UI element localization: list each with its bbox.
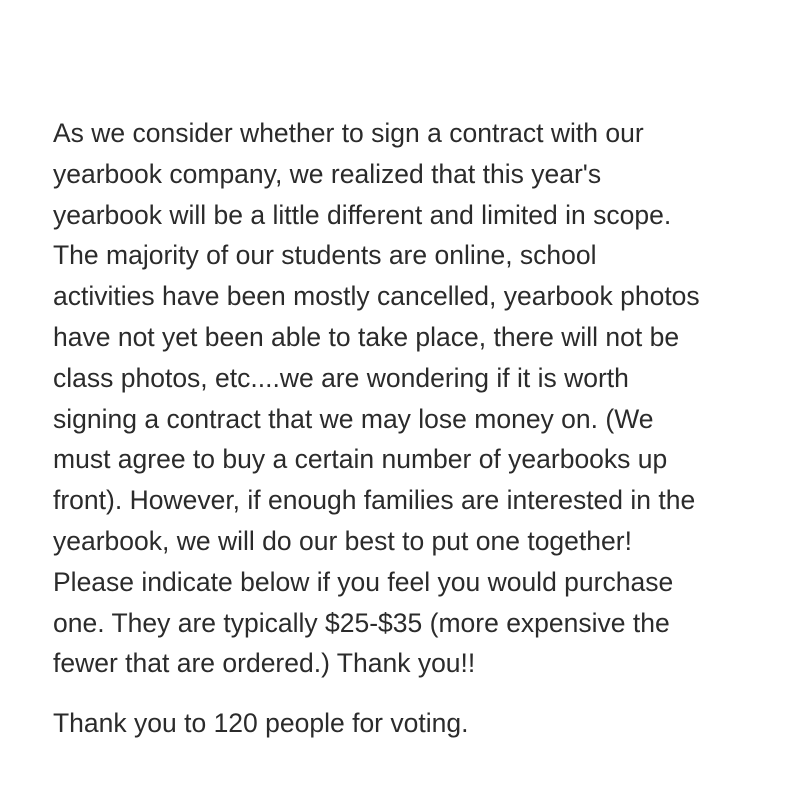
body-line: front). However, if enough families are interested in the	[53, 485, 696, 516]
body-line: fewer that are ordered.) Thank you!!	[53, 648, 476, 679]
body-line: The majority of our students are online, school	[53, 240, 597, 271]
body-line: yearbook, we will do our best to put one together!	[53, 525, 632, 556]
vote-summary: Thank you to 120 people for voting.	[53, 708, 469, 739]
post-content	[53, 113, 753, 744]
post-body	[53, 113, 753, 684]
body-line: activities have been mostly cancelled, yearbook photos	[53, 281, 700, 312]
body-line: Please indicate below if you feel you would purchase	[53, 566, 674, 597]
body-line: must agree to buy a certain number of yearbooks up	[53, 444, 668, 475]
body-line: have not yet been able to take place, there will not be	[53, 321, 680, 352]
body-line: signing a contract that we may lose money on. (We	[53, 403, 654, 434]
body-line: As we consider whether to sign a contract with our	[53, 118, 644, 148]
body-line: one. They are typically $25-$35 (more expensive the	[53, 607, 670, 638]
body-line: yearbook will be a little different and limited in scope.	[53, 199, 672, 230]
body-line: yearbook company, we realized that this year's	[53, 158, 602, 189]
body-line: class photos, etc....we are wondering if it is worth	[53, 362, 629, 393]
